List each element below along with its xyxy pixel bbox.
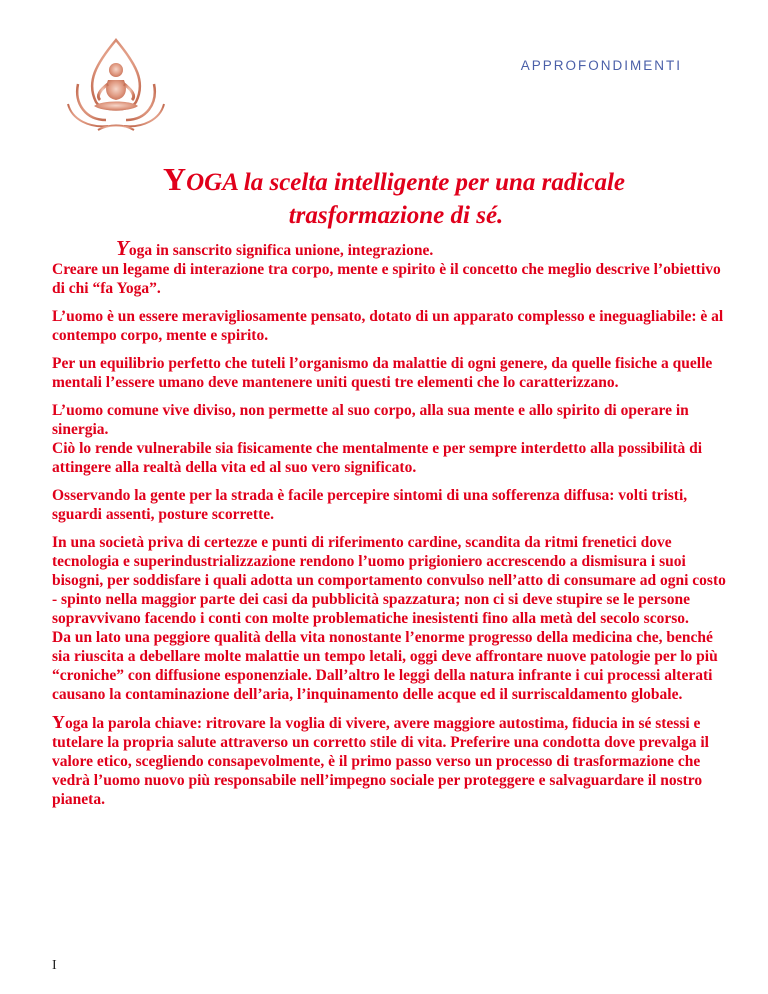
title-line-2: trasformazione di sé. [288,202,504,229]
intro-initial: Y [116,236,129,260]
closing-text: oga la parola chiave: ritrovare la voglia di vivere, avere maggiore autostima, fiducia in sé stessi e tutelare la propria salute attraverso un corretto stile di vita. Preferire una condotta dove prevalga il valore etico, scegliendo consapevolmente, è il primo passo verso un processo di trasformazione che vedrà l’uomo nuovo più responsabile nell’impegno sociale per proteggere e salvaguardare il nostro pianeta. [52,715,709,808]
paragraph: Creare un legame di interazione tra corpo, mente e spirito è il concetto che meglio descrive l’obiettivo di chi “fa Yoga”. [52,261,721,297]
section-label: APPROFONDIMENTI [520,58,682,73]
paragraph: Osservando la gente per la strada è facile percepire sintomi di una sofferenza diffusa: volti tristi, sguardi assenti, posture scorrette. [52,487,688,523]
paragraph: L’uomo comune vive diviso, non permette al suo corpo, alla sua mente e allo spirito di operare in sinergia. [52,402,689,438]
paragraph: Per un equilibrio perfetto che tuteli l’organismo da malattie di ogni genere, da quelle fisiche a quelle mentali l’essere umano deve mantenere uniti questi tre elementi che lo caratterizzano. [52,355,713,391]
paragraph: Da un lato una peggiore qualità della vita nonostante l’enorme progresso della medicina che, benché sia riuscita a debellare molte malattie un tempo letali, oggi deve affrontare nuove patologie per lo più “croniche” con diffusione esponenziale. Dall’altro le leggi della natura infrante i cui processi alterati causano la contaminazione dell’aria, l’inquinamento delle acque ed il surriscaldamento globale. [52,629,718,703]
paragraph: Ciò lo rende vulnerabile sia fisicamente che mentalmente e per sempre interdetto alla possibilità di attingere alla realtà della vita ed al suo vero significato. [52,440,703,476]
title-line-1: OGA la scelta intelligente per una radicale [186,169,625,196]
paragraph: In una società priva di certezze e punti di riferimento cardine, scandita da ritmi frenetici dove tecnologia e superindustrializzazione rendono l’uomo prigioniero accrescendo a dismisura i suoi bisogni, per soddisfare i quali adotta un comportamento convulso nell’atto di consumare ad ogni costo - spinto nella maggior parte dei casi da pubblicità spazzatura; non ci si deve stupire se le persone sopravvivano facendo i conti con molte problematiche inesistenti fino alla metà del secolo scorso. [52,534,726,627]
title-initial: Y [163,161,187,197]
page-number: I [52,958,57,973]
closing-paragraph [52,713,732,809]
paragraph: L’uomo è un essere meravigliosamente pensato, dotato di un apparato complesso e ineguagliabile: è al contempo corpo, mente e spirito. [52,308,724,344]
intro-text: oga in sanscrito significa unione, integrazione. [128,242,434,259]
article-body [52,236,732,818]
closing-initial: Y [52,712,65,732]
intro-paragraph [52,236,732,260]
lotus-meditation-logo-icon [56,34,176,138]
page-title [0,163,768,232]
